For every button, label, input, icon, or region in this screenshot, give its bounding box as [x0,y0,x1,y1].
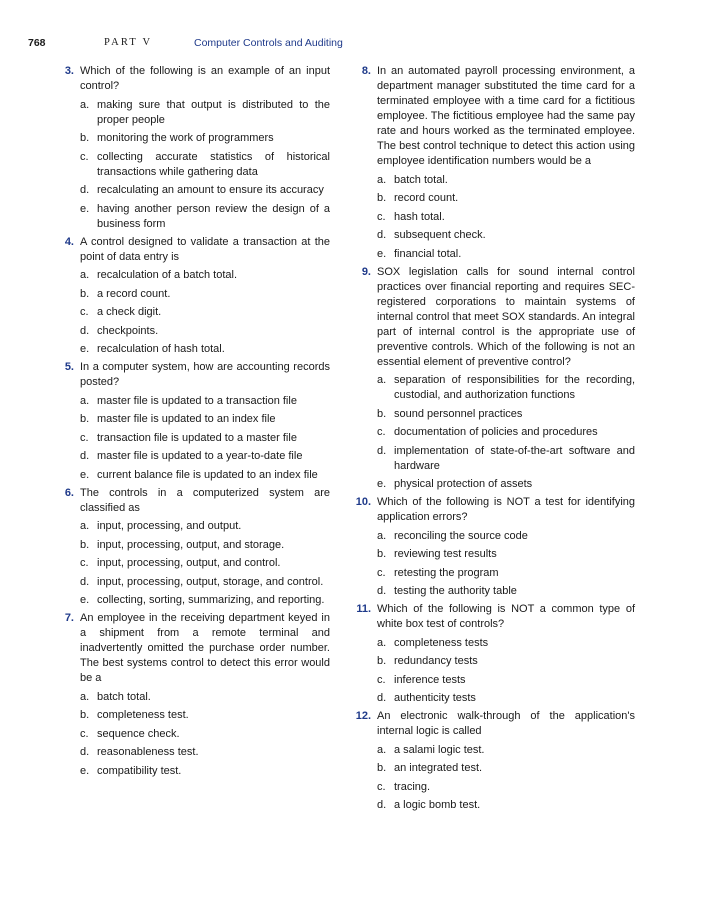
question-number: 11. [356,603,371,615]
option-letter: b. [377,548,387,560]
answer-option [377,444,635,474]
question-10 [353,495,635,599]
answer-option [80,449,330,464]
right-column [353,64,635,816]
option-letter: e. [80,202,90,215]
option-letter: e. [377,478,387,490]
answer-option [80,468,330,483]
option-letter: d. [377,799,387,811]
option-letter: c. [377,426,386,438]
option-letter: e. [80,594,90,606]
option-letter: c. [80,431,89,444]
option-text: documentation of policies and procedures [394,426,598,438]
option-letter: b. [377,762,387,774]
option-text: implementation of state-of-the-art software and hardware [394,444,635,472]
question-stem: An electronic walk-through of the application's internal logic is called [377,710,635,737]
answer-option [80,305,330,320]
option-letter: a. [80,269,90,281]
question-stem: A control designed to validate a transaction at the point of data entry is [80,235,330,263]
answer-option [377,691,635,706]
option-letter: d. [80,324,90,337]
option-letter: b. [377,655,387,667]
answer-option [377,425,635,440]
answer-option [80,764,330,779]
answer-option [377,761,635,776]
option-letter: d. [80,746,90,758]
answer-option [80,727,330,742]
question-stem: The controls in a computerized system are classified as [80,486,330,514]
option-text: a record count. [97,287,171,300]
answer-option [80,202,330,232]
option-letter: c. [377,566,386,579]
option-letter: d. [377,444,387,457]
option-letter: c. [377,673,386,686]
running-header [28,35,688,51]
question-5 [56,360,330,483]
answer-option [377,780,635,795]
answer-option [377,477,635,492]
option-letter: b. [80,287,90,300]
option-letter: c. [80,306,89,318]
question-number: 3. [64,65,74,77]
question-4 [56,235,330,358]
option-text: reasonableness test. [97,746,199,758]
question-stem: An employee in the receiving department keyed in a shipment from a remote terminal and inadvertently omitted the purchase order number. The best systems control to detect this error would be a [80,612,330,684]
option-text: record count. [394,192,459,204]
option-letter: d. [377,692,387,704]
option-text: checkpoints. [97,324,159,337]
option-letter: e. [80,468,90,481]
option-text: sound personnel practices [394,407,523,420]
option-text: authenticity tests [394,692,476,704]
question-3 [56,64,330,232]
option-text: transaction file is updated to a master file [97,431,297,444]
answer-option [377,173,635,188]
answer-option [377,407,635,422]
answer-option [377,584,635,599]
option-text: reconciling the source code [394,529,528,542]
answer-option [80,556,330,571]
option-letter: c. [80,557,89,569]
option-letter: b. [80,413,90,425]
option-text: input, processing, output, and storage. [97,538,285,551]
answer-option [80,593,330,608]
option-letter: b. [377,192,387,204]
option-text: sequence check. [97,727,180,740]
option-letter: a. [80,690,90,703]
option-letter: b. [80,132,90,144]
option-text: recalculation of a batch total. [97,269,238,281]
question-number: 12. [355,710,371,722]
answer-option [377,654,635,669]
option-letter: a. [377,529,387,542]
option-text: input, processing, and output. [97,520,242,532]
question-9 [353,265,635,493]
answer-option [80,431,330,446]
answer-option [80,412,330,427]
option-letter: b. [80,709,90,721]
option-text: a salami logic test. [394,743,485,756]
answer-option [80,150,330,180]
option-text: collecting accurate statistics of historical transactions while gathering data [97,150,330,178]
answer-option [80,745,330,760]
question-number: 7. [64,612,74,624]
answer-option [80,183,330,198]
option-letter: d. [377,585,387,597]
answer-option [80,394,330,409]
option-letter: c. [377,780,386,793]
option-text: separation of responsibilities for the recording, custodial, and authorization functions [394,374,635,401]
answer-option [377,547,635,562]
part-label: PART V [104,37,153,48]
option-text: collecting, sorting, summarizing, and reporting. [97,594,325,606]
option-text: master file is updated to a transaction file [97,394,297,407]
option-text: completeness tests [394,636,489,649]
option-letter: d. [80,184,90,196]
answer-option [377,228,635,243]
option-letter: d. [80,450,90,462]
option-letter: c. [377,210,386,223]
option-letter: e. [80,343,90,355]
answer-option [80,519,330,534]
option-text: financial total. [394,247,462,260]
option-text: reviewing test results [394,548,497,560]
option-letter: a. [377,743,387,756]
question-number: 5. [64,361,74,373]
option-letter: d. [377,229,387,241]
answer-option [80,131,330,146]
answer-option [377,529,635,544]
answer-option [377,210,635,225]
option-text: inference tests [394,673,466,686]
option-text: a logic bomb test. [394,799,481,811]
answer-option [80,690,330,705]
option-text: subsequent check. [394,229,486,241]
option-text: physical protection of assets [394,478,533,490]
option-text: batch total. [97,690,151,703]
option-letter: a. [377,173,387,186]
question-stem: Which of the following is NOT a common type of white box test of controls? [377,603,635,630]
chapter-title: Computer Controls and Auditing [194,37,343,49]
option-letter: e. [80,764,90,777]
option-text: retesting the program [394,566,499,579]
option-text: input, processing, output, storage, and control. [97,575,324,588]
answer-option [377,636,635,651]
answer-option [377,798,635,813]
option-text: recalculation of hash total. [97,343,225,355]
left-column [56,64,330,782]
question-stem: SOX legislation calls for sound internal control practices over financial reporting and requires SEC-registered corporations to maintain systems of internal control that meet SOX standards. An integral part of internal control is the appropriate use of preventive controls. Which of the following is not an essential element of preventive control? [377,265,635,368]
question-number: 8. [361,65,371,77]
option-text: tracing. [394,780,431,793]
question-stem: In a computer system, how are accounting records posted? [80,361,330,388]
option-text: testing the authority table [394,585,517,597]
option-text: completeness test. [97,709,189,721]
question-11 [353,602,635,706]
answer-option [80,342,330,357]
option-letter: a. [80,520,90,532]
question-number: 4. [64,235,74,248]
answer-option [377,373,635,403]
answer-option [377,566,635,581]
option-letter: a. [80,98,90,111]
answer-option [80,538,330,553]
option-letter: e. [377,247,387,260]
question-number: 6. [64,486,74,499]
option-text: having another person review the design of a business form [97,202,330,230]
question-12 [353,709,635,813]
option-letter: c. [80,727,89,740]
option-text: master file is updated to a year-to-date file [97,450,303,462]
option-letter: b. [80,538,90,551]
answer-option [80,98,330,128]
option-text: making sure that output is distributed to the proper people [97,98,330,126]
option-letter: a. [80,394,90,407]
question-number: 10. [355,496,371,508]
option-text: recalculating an amount to ensure its accuracy [97,184,324,196]
page-number: 768 [28,37,46,49]
option-letter: a. [377,636,387,649]
question-8 [353,64,635,262]
option-letter: a. [377,374,387,386]
answer-option [80,268,330,283]
question-7 [56,611,330,779]
question-stem: Which of the following is an example of an input control? [80,65,330,92]
option-letter: d. [80,575,90,588]
option-text: monitoring the work of programmers [97,132,274,144]
question-6 [56,486,330,609]
answer-option [377,247,635,262]
question-stem: Which of the following is NOT a test for identifying application errors? [377,496,635,523]
question-number: 9. [361,265,371,278]
answer-option [80,324,330,339]
option-text: hash total. [394,210,445,223]
option-text: a check digit. [97,306,162,318]
question-stem: In an automated payroll processing environment, a department manager substituted the time card for a terminated employee with a time card for a fictitious employee. The fictitious employee had the same pay rate and hours worked as the terminated employee. The best control technique to detect this action using employee identification numbers would be a [377,65,635,167]
option-text: current balance file is updated to an index file [97,468,318,481]
answer-option [80,708,330,723]
option-text: batch total. [394,173,448,186]
answer-option [377,191,635,206]
option-letter: c. [80,150,89,163]
option-text: compatibility test. [97,764,182,777]
option-text: master file is updated to an index file [97,413,276,425]
option-text: redundancy tests [394,655,478,667]
option-text: an integrated test. [394,762,483,774]
answer-option [377,673,635,688]
answer-option [80,287,330,302]
answer-option [80,575,330,590]
option-text: input, processing, output, and control. [97,557,281,569]
option-letter: b. [377,407,387,420]
answer-option [377,743,635,758]
